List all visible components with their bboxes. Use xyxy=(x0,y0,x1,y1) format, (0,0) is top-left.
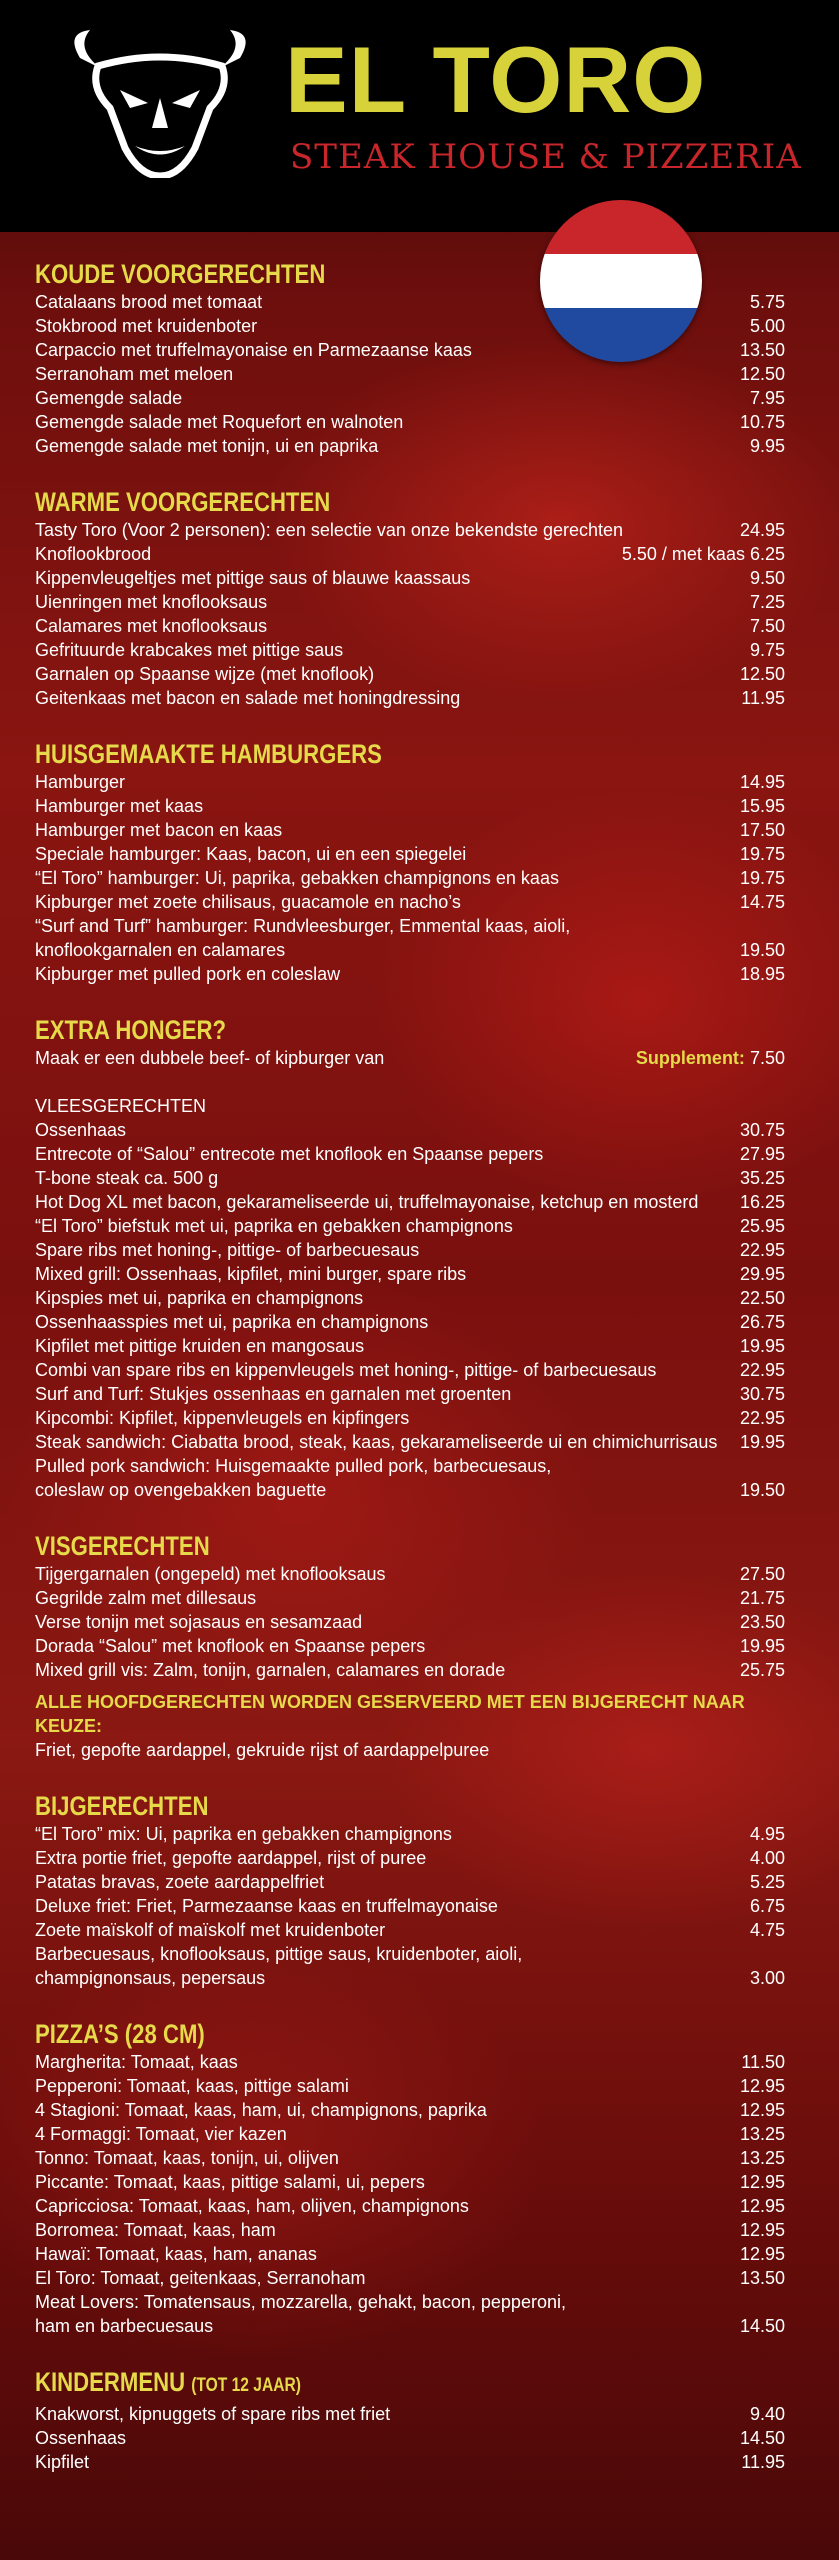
item-name: Margherita: Tomaat, kaas xyxy=(35,2052,238,2072)
item-name: Pulled pork sandwich: Huisgemaakte pulled pork, barbecuesaus, xyxy=(35,1456,552,1476)
section-warme xyxy=(35,486,785,710)
item-price: 13.50 xyxy=(739,340,785,360)
menu-row xyxy=(35,2218,785,2242)
item-name: Ossenhaas xyxy=(35,1120,127,1140)
menu-row xyxy=(35,2170,785,2194)
menu-row xyxy=(35,1658,785,1682)
menu-row xyxy=(35,1286,785,1310)
item-name: Serranoham met meloen xyxy=(35,364,234,384)
menu-row xyxy=(35,1894,785,1918)
item-name: El Toro: Tomaat, geitenkaas, Serranoham xyxy=(35,2268,366,2288)
section-bij xyxy=(35,1790,785,1990)
menu-row xyxy=(35,1846,785,1870)
item-price: 13.25 xyxy=(739,2124,785,2144)
menu-row xyxy=(35,1562,785,1586)
menu-row xyxy=(35,290,785,314)
item-price: 13.25 xyxy=(739,2148,785,2168)
item-price: 22.95 xyxy=(739,1360,785,1380)
item-price: 12.95 xyxy=(739,2172,785,2192)
menu-row xyxy=(35,1406,785,1430)
item-name: Capricciosa: Tomaat, kaas, ham, olijven, champignons xyxy=(35,2196,469,2216)
item-price: 14.95 xyxy=(739,772,785,792)
item-name: “Surf and Turf” hamburger: Rundvleesburger, Emmental kaas, aioli, xyxy=(35,916,571,936)
menu-row xyxy=(35,590,785,614)
item-price: 23.50 xyxy=(739,1612,785,1632)
menu-row xyxy=(35,1334,785,1358)
menu-row xyxy=(35,2122,785,2146)
section-pizza xyxy=(35,2018,785,2338)
subsection-title: VLEESGERECHTEN xyxy=(35,1096,207,1116)
header-banner xyxy=(0,0,839,232)
menu-row xyxy=(35,1454,785,1478)
item-price: 4.75 xyxy=(749,1920,785,1940)
item-price: 24.95 xyxy=(739,520,785,540)
menu-row xyxy=(35,314,785,338)
item-name: Knakworst, kipnuggets of spare ribs met friet xyxy=(35,2404,391,2424)
menu-row xyxy=(35,1358,785,1382)
item-price: 6.75 xyxy=(749,1896,785,1916)
item-price: 27.95 xyxy=(739,1144,785,1164)
item-price: 11.95 xyxy=(741,688,785,708)
item-price: 14.50 xyxy=(739,2428,785,2448)
item-name: Mixed grill vis: Zalm, tonijn, garnalen, calamares en dorade xyxy=(35,1660,506,1680)
item-price: 4.95 xyxy=(749,1824,785,1844)
item-name: Kipburger met pulled pork en coleslaw xyxy=(35,964,341,984)
item-price: 12.50 xyxy=(739,664,785,684)
menu-row xyxy=(35,2402,785,2426)
item-name: Ossenhaasspies met ui, paprika en champignons xyxy=(35,1312,429,1332)
menu-row xyxy=(35,938,785,962)
section-title: WARME VOORGERECHTEN xyxy=(35,487,331,517)
item-name: Carpaccio met truffelmayonaise en Parmezaanse kaas xyxy=(35,340,472,360)
item-name: Dorada “Salou” met knoflook en Spaanse pepers xyxy=(35,1636,426,1656)
menu-row xyxy=(35,1634,785,1658)
section-title: EXTRA HONGER? xyxy=(35,1015,227,1045)
item-name: Tonno: Tomaat, kaas, tonijn, ui, olijven xyxy=(35,2148,339,2168)
menu-row xyxy=(35,770,785,794)
item-name: Combi van spare ribs en kippenvleugels met honing-, pittige- of barbecuesaus xyxy=(35,1360,657,1380)
menu-row xyxy=(35,518,785,542)
item-name: knoflookgarnalen en calamares xyxy=(35,940,286,960)
menu-row xyxy=(35,614,785,638)
item-price: 12.95 xyxy=(739,2196,785,2216)
menu-row xyxy=(35,1238,785,1262)
item-name: Surf and Turf: Stukjes ossenhaas en garnalen met groenten xyxy=(35,1384,512,1404)
menu-row xyxy=(35,2450,785,2474)
menu-row xyxy=(35,890,785,914)
section-title: VISGERECHTEN xyxy=(35,1531,210,1561)
item-name: Ossenhaas xyxy=(35,2428,127,2448)
item-price: 9.75 xyxy=(749,640,785,660)
item-price: 19.75 xyxy=(739,844,785,864)
menu-row xyxy=(35,914,785,938)
item-name: Calamares met knoflooksaus xyxy=(35,616,268,636)
menu-row xyxy=(35,1046,785,1070)
item-price: 14.75 xyxy=(739,892,785,912)
item-name: Stokbrood met kruidenboter xyxy=(35,316,258,336)
item-price: 19.75 xyxy=(739,868,785,888)
item-price: 3.00 xyxy=(749,1968,785,1988)
item-price: 19.95 xyxy=(739,1336,785,1356)
item-price: 5.75 xyxy=(749,292,785,312)
item-price: 35.25 xyxy=(739,1168,785,1188)
menu-row xyxy=(35,2146,785,2170)
menu-row xyxy=(35,1214,785,1238)
menu-row xyxy=(35,2290,785,2314)
item-price: 30.75 xyxy=(739,1384,785,1404)
item-price: 17.50 xyxy=(739,820,785,840)
section-title: HUISGEMAAKTE HAMBURGERS xyxy=(35,739,382,769)
item-name: Borromea: Tomaat, kaas, ham xyxy=(35,2220,276,2240)
menu-row xyxy=(35,2098,785,2122)
item-price: 9.95 xyxy=(749,436,785,456)
menu-row xyxy=(35,962,785,986)
item-price: 7.95 xyxy=(749,388,785,408)
item-name: Zoete maïskolf of maïskolf met kruidenboter xyxy=(35,1920,386,1940)
item-price: 16.25 xyxy=(739,1192,785,1212)
menu-row xyxy=(35,818,785,842)
menu-row xyxy=(35,1262,785,1286)
item-price: 7.25 xyxy=(749,592,785,612)
menu-row xyxy=(35,1870,785,1894)
menu-content xyxy=(35,258,785,2502)
menu-row xyxy=(35,338,785,362)
section-kinder xyxy=(35,2366,785,2474)
menu-row xyxy=(35,1966,785,1990)
item-name: Hot Dog XL met bacon, gekarameliseerde ui, truffelmayonaise, ketchup en mosterd xyxy=(35,1192,699,1212)
menu-row xyxy=(35,1822,785,1846)
item-name: Pepperoni: Tomaat, kaas, pittige salami xyxy=(35,2076,349,2096)
item-price: 22.95 xyxy=(739,1240,785,1260)
item-price: 25.95 xyxy=(739,1216,785,1236)
item-price: 14.50 xyxy=(739,2316,785,2336)
menu-row xyxy=(35,2266,785,2290)
item-price: 26.75 xyxy=(739,1312,785,1332)
item-price: 9.50 xyxy=(749,568,785,588)
item-price: 15.95 xyxy=(739,796,785,816)
item-name: Gefrituurde krabcakes met pittige saus xyxy=(35,640,344,660)
item-price: 13.50 xyxy=(739,2268,785,2288)
item-price: 9.40 xyxy=(749,2404,785,2424)
menu-row xyxy=(35,362,785,386)
item-name: coleslaw op ovengebakken baguette xyxy=(35,1480,327,1500)
menu-row xyxy=(35,1478,785,1502)
menu-row xyxy=(35,2242,785,2266)
brand-subtitle: STEAK HOUSE & PIZZERIA xyxy=(290,137,802,177)
item-name: Kipfilet met pittige kruiden en mangosaus xyxy=(35,1336,365,1356)
item-name: Kipfilet xyxy=(35,2452,90,2472)
item-name: Gemengde salade met Roquefort en walnoten xyxy=(35,412,404,432)
item-price: 12.95 xyxy=(739,2244,785,2264)
menu-row xyxy=(35,1382,785,1406)
item-name: Gemengde salade xyxy=(35,388,183,408)
item-price: 21.75 xyxy=(739,1588,785,1608)
menu-row xyxy=(35,686,785,710)
item-name: Hamburger xyxy=(35,772,126,792)
side-dish-note: ALLE HOOFDGERECHTEN WORDEN GESERVEERD MET EEN BIJGERECHT NAAR KEUZE: xyxy=(35,1692,745,1736)
item-name: “El Toro” hamburger: Ui, paprika, gebakken champignons en kaas xyxy=(35,868,559,888)
menu-row xyxy=(35,1118,785,1142)
item-name: T-bone steak ca. 500 g xyxy=(35,1168,219,1188)
section-koude xyxy=(35,258,785,458)
section-title xyxy=(35,2366,650,2402)
item-name: Steak sandwich: Ciabatta brood, steak, kaas, gekarameliseerde ui en chimichurrisaus xyxy=(35,1432,718,1452)
item-name: 4 Stagioni: Tomaat, kaas, ham, ui, champignons, paprika xyxy=(35,2100,487,2120)
menu-row xyxy=(35,1310,785,1334)
menu-row xyxy=(35,1190,785,1214)
menu-row xyxy=(35,1942,785,1966)
item-name: Patatas bravas, zoete aardappelfriet xyxy=(35,1872,325,1892)
supplement-price: 7.50 xyxy=(749,1048,785,1068)
item-name: “El Toro” biefstuk met ui, paprika en gebakken champignons xyxy=(35,1216,513,1236)
item-price: 12.50 xyxy=(739,364,785,384)
menu-row xyxy=(35,386,785,410)
menu-row xyxy=(35,842,785,866)
menu-row xyxy=(35,410,785,434)
side-dish-options: Friet, gepofte aardappel, gekruide rijst of aardappelpuree xyxy=(35,1740,490,1760)
item-price: 11.95 xyxy=(741,2452,785,2472)
menu-row xyxy=(35,1430,785,1454)
item-name: Barbecuesaus, knoflooksaus, pittige saus, kruidenboter, aioli, xyxy=(35,1944,523,1964)
item-price xyxy=(626,1046,785,1070)
item-price: 5.50 / met kaas 6.25 xyxy=(621,544,785,564)
item-name: Gegrilde zalm met dillesaus xyxy=(35,1588,257,1608)
item-name: Catalaans brood met tomaat xyxy=(35,292,263,312)
menu-row xyxy=(35,638,785,662)
item-price: 4.00 xyxy=(749,1848,785,1868)
item-name: Meat Lovers: Tomatensaus, mozzarella, gehakt, bacon, pepperoni, xyxy=(35,2292,566,2312)
item-name: Geitenkaas met bacon en salade met honingdressing xyxy=(35,688,461,708)
item-price: 19.50 xyxy=(739,1480,785,1500)
menu-row xyxy=(35,1586,785,1610)
kinder-title: KINDERMENU xyxy=(35,2367,186,2397)
menu-row xyxy=(35,794,785,818)
item-price: 18.95 xyxy=(739,964,785,984)
item-name: Tasty Toro (Voor 2 personen): een selectie van onze bekendste gerechten xyxy=(35,520,624,540)
menu-row xyxy=(35,2074,785,2098)
item-name: “El Toro” mix: Ui, paprika en gebakken champignons xyxy=(35,1824,452,1844)
section-title: BIJGERECHTEN xyxy=(35,1791,209,1821)
item-name: Verse tonijn met sojasaus en sesamzaad xyxy=(35,1612,363,1632)
item-price: 19.95 xyxy=(739,1636,785,1656)
item-price: 11.50 xyxy=(741,2052,785,2072)
item-name: Mixed grill: Ossenhaas, kipfilet, mini burger, spare ribs xyxy=(35,1264,467,1284)
item-price: 12.95 xyxy=(739,2220,785,2240)
item-name: Gemengde salade met tonijn, ui en paprika xyxy=(35,436,379,456)
menu-row xyxy=(35,2050,785,2074)
section-extra xyxy=(35,1014,785,1502)
item-price: 29.95 xyxy=(739,1264,785,1284)
menu-row xyxy=(35,2194,785,2218)
menu-row xyxy=(35,1610,785,1634)
menu-row xyxy=(35,866,785,890)
item-name: Hamburger met bacon en kaas xyxy=(35,820,283,840)
section-title: PIZZA’S (28 CM) xyxy=(35,2019,205,2049)
item-name: 4 Formaggi: Tomaat, vier kazen xyxy=(35,2124,287,2144)
item-name: champignonsaus, pepersaus xyxy=(35,1968,266,1988)
item-name: Hawaï: Tomaat, kaas, ham, ananas xyxy=(35,2244,317,2264)
item-name: Entrecote of “Salou” entrecote met knoflook en Spaanse pepers xyxy=(35,1144,544,1164)
menu-row xyxy=(35,434,785,458)
item-name: Knoflookbrood xyxy=(35,544,152,564)
item-name: Spare ribs met honing-, pittige- of barbecuesaus xyxy=(35,1240,420,1260)
item-price: 22.95 xyxy=(739,1408,785,1428)
item-price: 5.25 xyxy=(749,1872,785,1892)
brand-title: EL TORO xyxy=(285,27,707,132)
supplement-label: Supplement: xyxy=(635,1048,745,1068)
menu-row xyxy=(35,1166,785,1190)
kinder-title-age: (TOT 12 JAAR) xyxy=(191,2375,301,2396)
item-name: Uienringen met knoflooksaus xyxy=(35,592,268,612)
item-name: Deluxe friet: Friet, Parmezaanse kaas en truffelmayonaise xyxy=(35,1896,498,1916)
item-price: 25.75 xyxy=(739,1660,785,1680)
item-price: 22.50 xyxy=(739,1288,785,1308)
menu-row xyxy=(35,542,785,566)
item-name: ham en barbecuesaus xyxy=(35,2316,214,2336)
section-title: KOUDE VOORGERECHTEN xyxy=(35,259,326,289)
item-name: Kipcombi: Kipfilet, kippenvleugels en kipfingers xyxy=(35,1408,410,1428)
item-name: Piccante: Tomaat, kaas, pittige salami, ui, pepers xyxy=(35,2172,425,2192)
item-price: 7.50 xyxy=(749,616,785,636)
item-name: Kipburger met zoete chilisaus, guacamole en nacho’s xyxy=(35,892,461,912)
menu-row xyxy=(35,566,785,590)
item-name: Tijgergarnalen (ongepeld) met knoflooksaus xyxy=(35,1564,386,1584)
item-name: Kipspies met ui, paprika en champignons xyxy=(35,1288,364,1308)
item-price: 19.95 xyxy=(739,1432,785,1452)
item-name: Maak er een dubbele beef- of kipburger van xyxy=(35,1048,385,1068)
item-price: 10.75 xyxy=(739,412,785,432)
section-vis xyxy=(35,1530,785,1762)
item-price: 12.95 xyxy=(739,2076,785,2096)
item-price: 19.50 xyxy=(739,940,785,960)
item-name: Extra portie friet, gepofte aardappel, rijst of puree xyxy=(35,1848,427,1868)
item-price: 30.75 xyxy=(739,1120,785,1140)
item-name: Kippenvleugeltjes met pittige saus of blauwe kaassaus xyxy=(35,568,471,588)
item-name: Garnalen op Spaanse wijze (met knoflook) xyxy=(35,664,375,684)
item-price: 27.50 xyxy=(739,1564,785,1584)
menu-row xyxy=(35,1142,785,1166)
item-name: Hamburger met kaas xyxy=(35,796,204,816)
item-price: 12.95 xyxy=(739,2100,785,2120)
menu-row xyxy=(35,2314,785,2338)
bull-logo-icon xyxy=(60,28,260,178)
menu-row xyxy=(35,1918,785,1942)
section-burgers xyxy=(35,738,785,986)
menu-row xyxy=(35,662,785,686)
item-price: 5.00 xyxy=(749,316,785,336)
menu-row xyxy=(35,2426,785,2450)
item-name: Speciale hamburger: Kaas, bacon, ui en een spiegelei xyxy=(35,844,467,864)
